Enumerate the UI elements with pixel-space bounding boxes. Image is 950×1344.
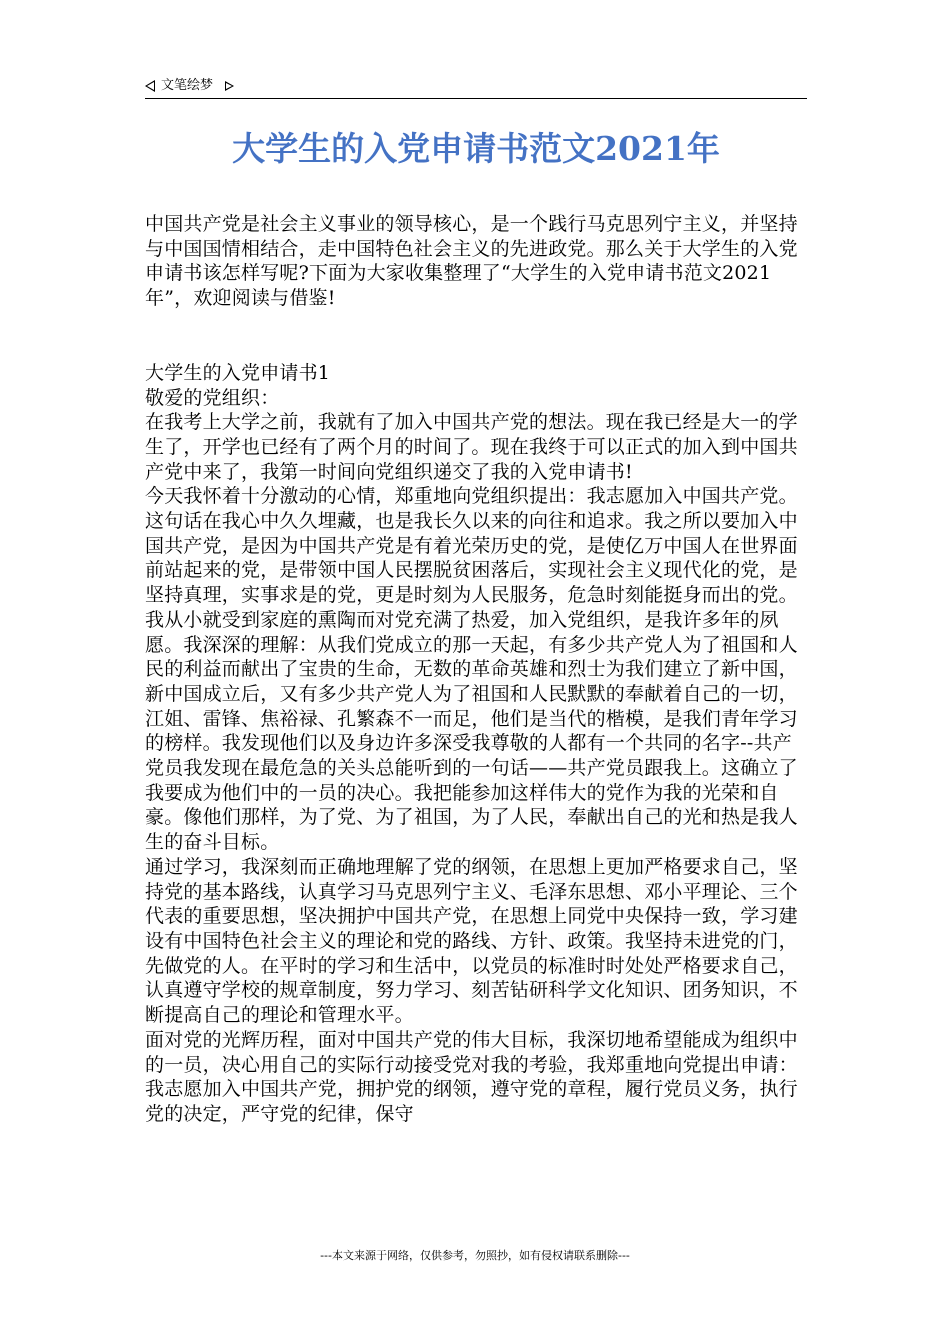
document-title: 大学生的入党申请书范文2021年 xyxy=(232,129,720,168)
salutation: 敬爱的党组织： xyxy=(145,386,280,409)
intro-paragraph: 中国共产党是社会主义事业的领导核心，是一个践行马克思列宁主义，并坚持与中国国情相结合，走中国特色社会主义的先进政党。那么关于大学生的入党申请书该怎样写呢?下面为大家收集整理了“大学生的入党申请书范文2021年”，欢迎阅读与借鉴! xyxy=(145,213,798,310)
page-header xyxy=(145,74,807,99)
section-heading: 大学生的入党申请书1 xyxy=(145,361,331,384)
body-paragraph-1: 在我考上大学之前，我就有了加入中国共产党的想法。现在我已经是大一的学生了，开学也已经有了两个月的时间了。现在我终于可以正式的加入到中国共产党中来了，我第一时间向党组织递交了我的入党申请书! xyxy=(145,411,798,483)
body-paragraph-5: 面对党的光辉历程，面对中国共产党的伟大目标，我深切地希望能成为组织中的一员，决心用自己的实际行动接受党对我的考验，我郑重地向党提出申请：我志愿加入中国共产党，拥护党的纲领，遵守党的章程，履行党员义务，执行党的决定，严守党的纪律，保守 xyxy=(145,1028,798,1125)
triangle-right-icon xyxy=(225,81,234,91)
triangle-left-icon xyxy=(145,80,155,92)
footer-notice: ---本文来源于网络，仅供参考，勿照抄，如有侵权请联系删除--- xyxy=(320,1249,630,1262)
body-paragraph-3: 我从小就受到家庭的熏陶而对党充满了热爱，加入党组织，是我许多年的夙愿。我深深的理解：从我们党成立的那一天起，有多少共产党人为了祖国和人民的利益而献出了宝贵的生命，无数的革命英雄和烈士为我们建立了新中国，新中国成立后，又有多少共产党人为了祖国和人民默默的奉献着自己的一切，江姐、雷锋、焦裕禄、孔繁森不一而足，他们是当代的楷模，是我们青年学习的榜样。我发现他们以及身边许多深受我尊敬的人都有一个共同的名字--共产党员我发现在最危急的关头总能听到的一句话——共产党员跟我上。这确立了我要成为他们中的一员的决心。我把能参加这样伟大的党作为我的光荣和自豪。像他们那样，为了党、为了祖国，为了人民，奉献出自己的光和热是我人生的奋斗目标。 xyxy=(145,608,798,854)
body-paragraph-4: 通过学习，我深刻而正确地理解了党的纲领，在思想上更加严格要求自己，坚持党的基本路线，认真学习马克思列宁主义、毛泽东思想、邓小平理论、三个代表的重要思想，坚决拥护中国共产党，在思想上同党中央保持一致，学习建设有中国特色社会主义的理论和党的路线、方针、政策。我坚持未进党的门，先做党的人。在平时的学习和生活中，以党员的标准时时处处严格要求自己，认真遵守学校的规章制度，努力学习、刻苦钻研科学文化知识、团务知识，不断提高自己的理论和管理水平。 xyxy=(145,855,798,1027)
header-label: 文笔绘梦 xyxy=(161,78,214,93)
paragraph-spacer xyxy=(145,311,807,361)
body-paragraph-2: 今天我怀着十分激动的心情，郑重地向党组织提出：我志愿加入中国共产党。这句话在我心中久久埋藏，也是我长久以来的向往和追求。我之所以要加入中国共产党，是因为中国共产党是有着光荣历史的党，是使亿万中国人在世界面前站起来的党，是带领中国人民摆脱贫困落后，实现社会主义现代化的党，是坚持真理，实事求是的党，更是时刻为人民服务，危急时刻能挺身而出的党。 xyxy=(145,485,798,607)
document-body xyxy=(145,212,807,1127)
